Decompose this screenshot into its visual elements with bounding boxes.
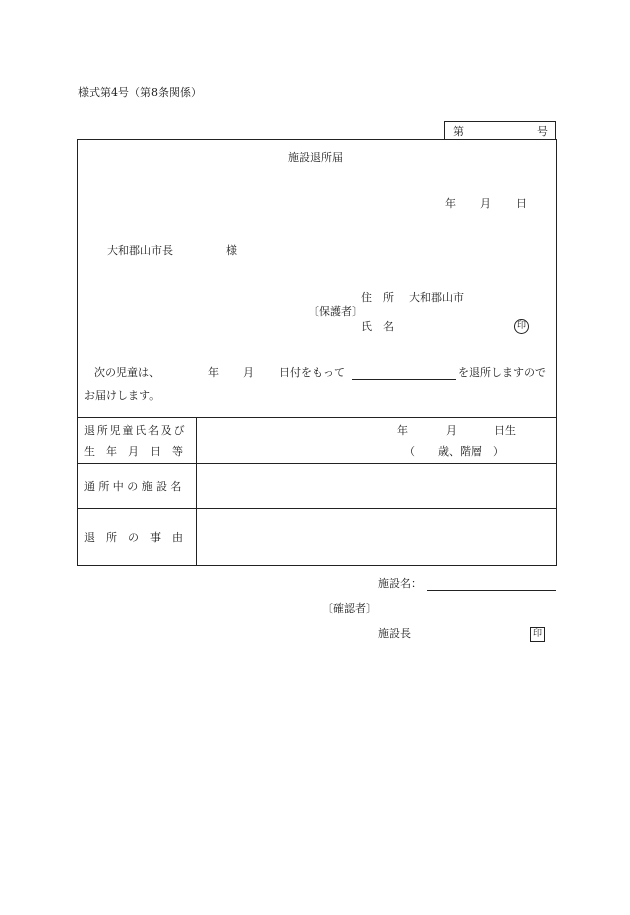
row1-age-label: 歳、階層 [438, 445, 482, 458]
row1-paren-open: （ [404, 445, 415, 458]
statement-year: 年 [208, 366, 219, 379]
guardian-name-label: 氏 名 [361, 320, 394, 333]
row1-paren-close: ） [493, 445, 504, 458]
date-day: 日 [516, 197, 527, 210]
table-top-rule [77, 417, 557, 418]
addressee-name: 大和郡山市長 [107, 244, 173, 257]
table-rule-2 [77, 463, 557, 464]
statement-part1: 次の児童は、 [94, 366, 160, 379]
facility-name-underline [427, 590, 556, 591]
statement-line2: お届けします。 [84, 389, 161, 402]
guardian-address-value: 大和郡山市 [409, 291, 464, 304]
number-box [444, 121, 556, 139]
guardian-seal-icon: 印 [514, 319, 529, 334]
row1-month: 月 [446, 424, 457, 437]
guardian-group-label: 〔保護者〕 [308, 305, 363, 318]
director-label: 施設長 [378, 627, 411, 640]
number-suffix: 号 [537, 125, 548, 138]
table-rule-3 [77, 508, 557, 509]
row1-day-birth: 日生 [494, 424, 516, 437]
form-title: 施設退所届 [288, 151, 343, 164]
row1-year: 年 [397, 424, 408, 437]
confirmer-label: 〔確認者〕 [322, 602, 377, 615]
row1-label-line1: 退所児童氏名及び [84, 424, 187, 437]
row2-label: 通所中の施設名 [84, 480, 185, 493]
form-reference: 様式第4号（第8条関係） [78, 86, 202, 99]
facility-name-label: 施設名： [378, 577, 422, 590]
table-column-divider [196, 417, 197, 566]
row1-label-line2: 生 年 月 日 等 [84, 445, 183, 458]
director-seal-icon: 印 [530, 627, 545, 642]
date-year: 年 [445, 197, 456, 210]
row3-label: 退 所 の 事 由 [84, 531, 183, 544]
statement-part3: を退所しますので [458, 366, 546, 379]
number-prefix: 第 [453, 125, 464, 138]
statement-part2: 日付をもって [279, 366, 345, 379]
facility-blank-underline [352, 379, 456, 380]
statement-month: 月 [243, 366, 254, 379]
date-month: 月 [480, 197, 491, 210]
addressee-honorific: 様 [226, 244, 237, 257]
guardian-address-label: 住 所 [361, 291, 394, 304]
